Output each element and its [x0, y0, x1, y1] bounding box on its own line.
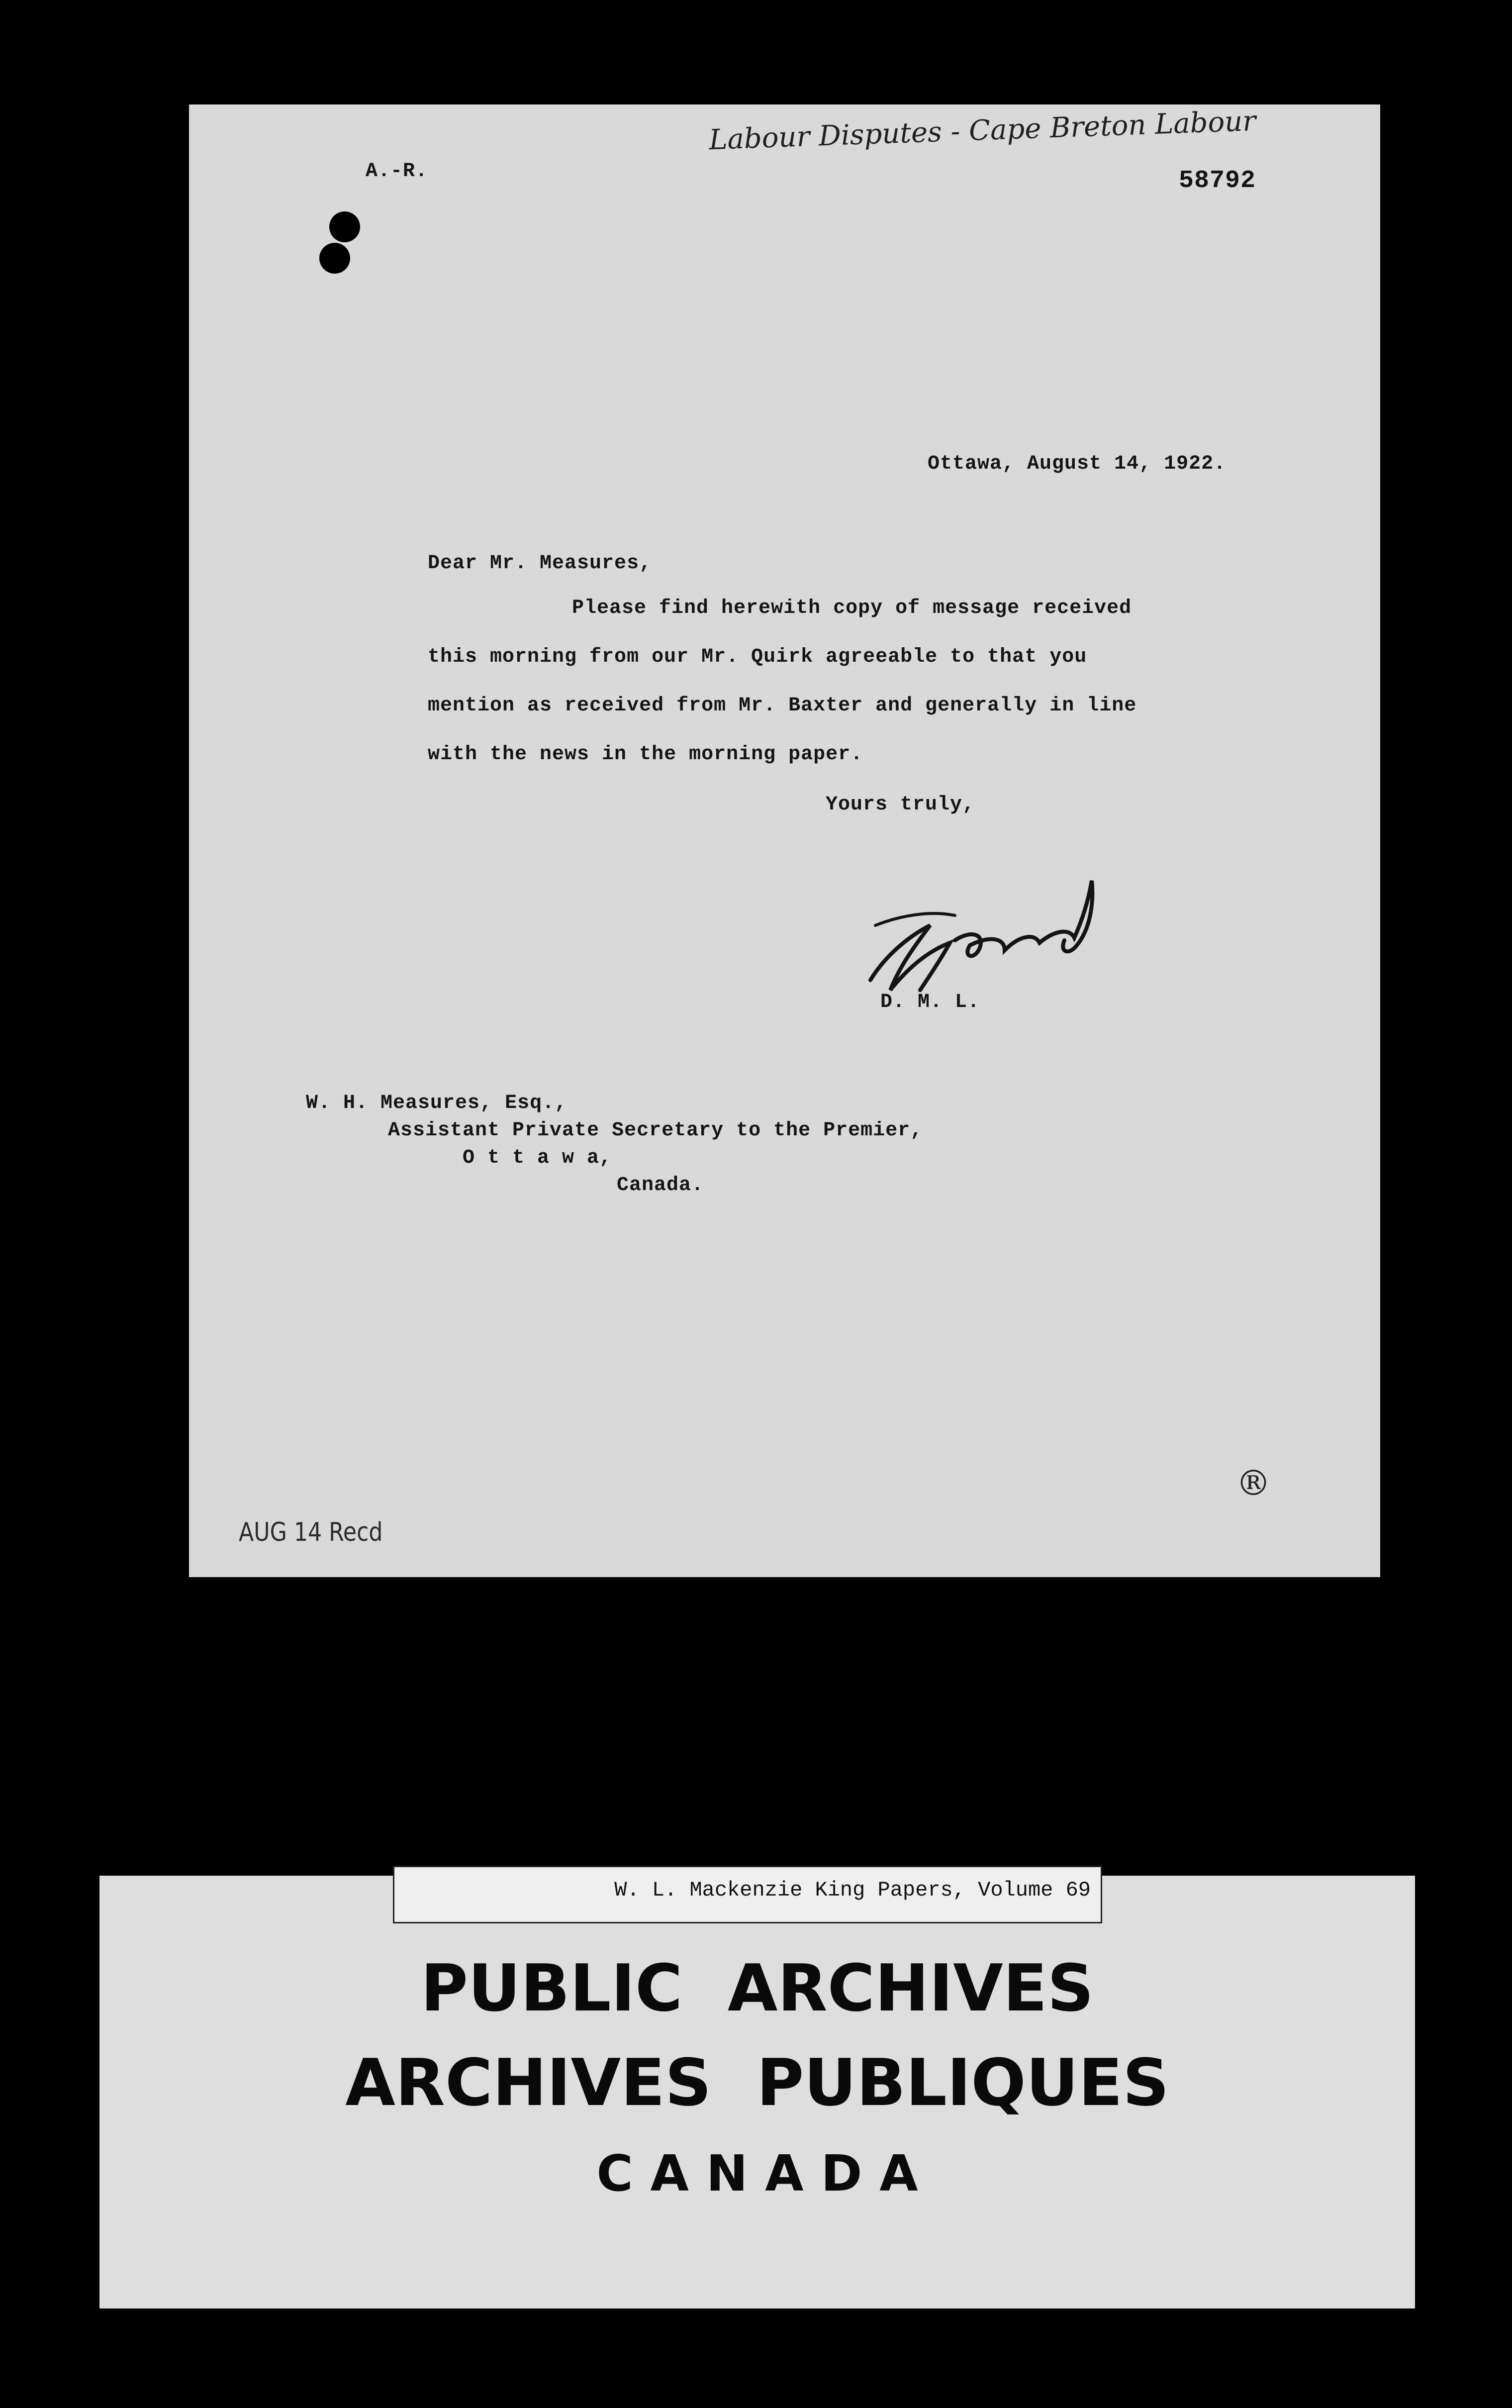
salutation: Dear Mr. Measures, — [428, 552, 652, 575]
document-number: 58792 — [1179, 167, 1256, 195]
recipient-name: W. H. Measures, Esq., — [306, 1092, 567, 1114]
punch-hole-bottom — [319, 243, 350, 274]
closing: Yours truly, — [826, 794, 975, 816]
archives-label-card — [99, 1876, 1415, 2308]
received-date-stamp: AUG 14 Recd — [239, 1517, 383, 1547]
collection-title: W. L. Mackenzie King Papers, Volume 69 — [614, 1878, 1091, 1902]
signer-initials: D. M. L. — [880, 991, 980, 1013]
body-line-4: with the news in the morning paper. — [428, 743, 863, 766]
archive-name-french: ARCHIVES PUBLIQUES — [345, 2045, 1169, 2120]
letter-page — [189, 104, 1380, 1577]
date-line: Ottawa, August 14, 1922. — [928, 453, 1227, 475]
archive-country: C A N A D A — [596, 2144, 918, 2203]
reference-code: A.-R. — [366, 160, 428, 183]
body-line-3: mention as received from Mr. Baxter and generally in line — [428, 695, 1137, 717]
corner-mark: ® — [1236, 1463, 1271, 1504]
handwritten-signature — [855, 841, 1164, 1005]
body-line-1: Please find herewith copy of message received — [572, 597, 1132, 619]
recipient-country: Canada. — [617, 1174, 704, 1197]
recipient-city: O t t a w a, — [463, 1147, 612, 1169]
recipient-title: Assistant Private Secretary to the Premier, — [388, 1119, 923, 1142]
archive-name-english: PUBLIC ARCHIVES — [420, 1950, 1094, 2026]
punch-hole-top — [329, 211, 360, 242]
handwritten-file-note: Labour Disputes - Cape Breton Labour — [708, 104, 1257, 157]
collection-tab — [393, 1866, 1102, 1923]
body-line-2: this morning from our Mr. Quirk agreeable to that you — [428, 646, 1087, 668]
